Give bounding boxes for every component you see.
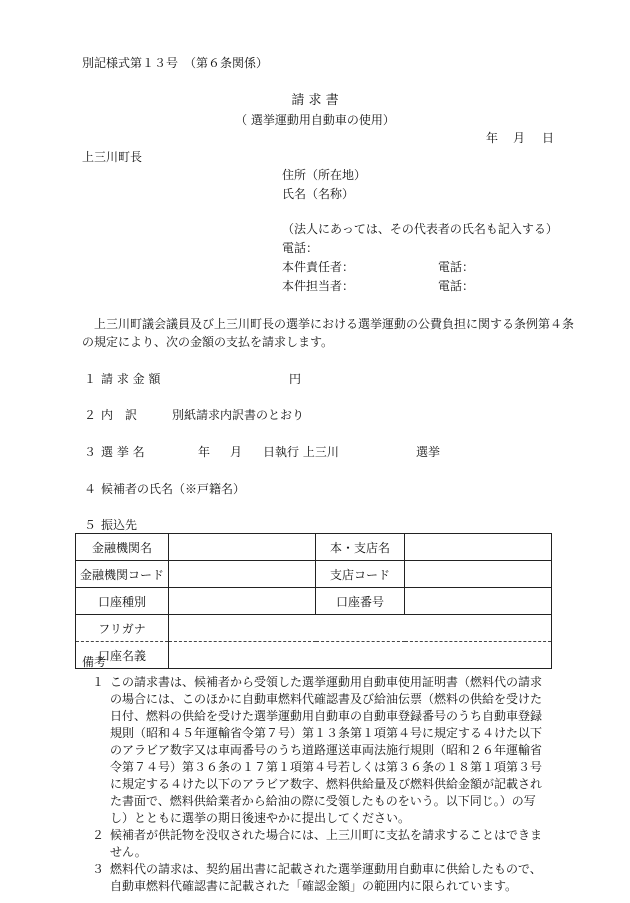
responsible-label: 本件責任者： <box>282 260 355 274</box>
item-number: ４ <box>84 482 97 496</box>
furigana-field[interactable] <box>169 615 552 642</box>
election-text: 日執行 上三川 <box>263 445 339 459</box>
table-row <box>76 615 552 642</box>
intro-line-2: の規定により、次の金額の支払を請求します。 <box>82 335 334 349</box>
table-row <box>76 588 552 615</box>
bank-account-table <box>75 533 552 669</box>
item-number: ３ <box>84 445 97 459</box>
note-text: 候補者が供託物を没収された場合には、上三川町に支払を請求することはできません。 <box>110 828 543 859</box>
item-label: 内 訳 <box>101 408 138 422</box>
item-number: １ <box>84 372 97 386</box>
furigana-label: フリガナ <box>76 615 169 642</box>
date-month: 月 <box>513 131 526 145</box>
note-text: この請求書は、候補者から受領した選挙運動用自動車使用証明書（燃料代の請求の場合には、このほかに自動車燃料代確認書及び給油伝票（燃料の供給を受けた日付、燃料の供給を受けた選挙運動用自動車の自動車登録番号のうち自動車登録規則（昭和４５年運輸省令第７号）第１３条第１項第４号に規定する４けた以下のアラビア数字又は車両番号のうち道路運送車両法施行規則（昭和２６年運輸省令第７４号）第３６条の１７第１項第４号若しくは第３６条の１８第１項第３号に規定する４けた以下のアラビア数字、燃料供給量及び燃料供給金額が記載された書面で、燃料供給業者から給油の際に受領したものをいう。以下同じ。）の写し）とともに選挙の期日後速やかに提出してください。 <box>110 675 543 825</box>
item-label: 振込先 <box>101 518 138 532</box>
account-holder-field[interactable] <box>169 642 552 669</box>
addressee: 上三川町長 <box>82 150 143 164</box>
item-number: ２ <box>84 408 97 422</box>
account-type-label: 口座種別 <box>76 588 169 615</box>
election-year: 年 <box>198 445 211 459</box>
branch-name-label: 本・支店名 <box>316 534 405 561</box>
bank-code-label: 金融機関コード <box>76 561 169 588</box>
form-number: 別記様式第１３号 （第６条関係） <box>82 56 269 70</box>
intro-line-1: 上三川町議会議員及び上三川町長の選挙における選挙運動の公費負担に関する条例第４条 <box>94 317 575 331</box>
branch-code-field[interactable] <box>405 561 552 588</box>
note-item <box>82 861 552 895</box>
table-row <box>76 642 552 669</box>
staff-phone-label: 電話： <box>438 279 475 293</box>
note-number: １ <box>92 675 105 689</box>
note-number: ２ <box>92 828 105 842</box>
phone-label: 電話： <box>282 241 319 255</box>
note-text: 燃料代の請求は、契約届出書に記載された選挙運動用自動車に供給したもので、自動車燃料代確認書に記載された「確認金額」の範囲内に限られています。 <box>110 862 542 893</box>
name-label: 氏名（名称） <box>282 187 355 201</box>
staff-label: 本件担当者： <box>282 279 355 293</box>
account-number-label: 口座番号 <box>316 588 405 615</box>
account-number-field[interactable] <box>405 588 552 615</box>
branch-name-field[interactable] <box>405 534 552 561</box>
account-type-field[interactable] <box>169 588 316 615</box>
document-subtitle: （ 選挙運動用自動車の使用） <box>235 113 395 127</box>
item-number: ５ <box>84 518 97 532</box>
election-month: 月 <box>230 445 243 459</box>
responsible-phone-label: 電話： <box>438 260 475 274</box>
election-suffix: 選挙 <box>416 445 441 459</box>
bank-name-field[interactable] <box>169 534 316 561</box>
note-item <box>82 674 552 827</box>
amount-unit: 円 <box>289 372 302 386</box>
notes-title: 備考 <box>82 655 107 669</box>
date-year: 年 <box>486 131 499 145</box>
address-label: 住所（所在地） <box>282 168 367 182</box>
item-label: 請 求 金 額 <box>101 372 161 386</box>
table-row <box>76 561 552 588</box>
date-day: 日 <box>542 131 555 145</box>
item-label: 候補者の氏名（※戸籍名） <box>101 482 246 496</box>
breakdown-value: 別紙請求内訳書のとおり <box>172 408 305 422</box>
table-row <box>76 534 552 561</box>
note-number: ３ <box>92 862 105 876</box>
account-holder-label: 口座名義 <box>76 642 169 669</box>
branch-code-label: 支店コード <box>316 561 405 588</box>
bank-name-label: 金融機関名 <box>76 534 169 561</box>
notes-list <box>82 674 552 895</box>
item-label: 選 挙 名 <box>101 445 145 459</box>
bank-code-field[interactable] <box>169 561 316 588</box>
document-title: 請 求 書 <box>291 93 339 108</box>
corporate-note: （法人にあっては、その代表者の氏名も記入する） <box>282 222 558 236</box>
note-item <box>82 827 552 861</box>
